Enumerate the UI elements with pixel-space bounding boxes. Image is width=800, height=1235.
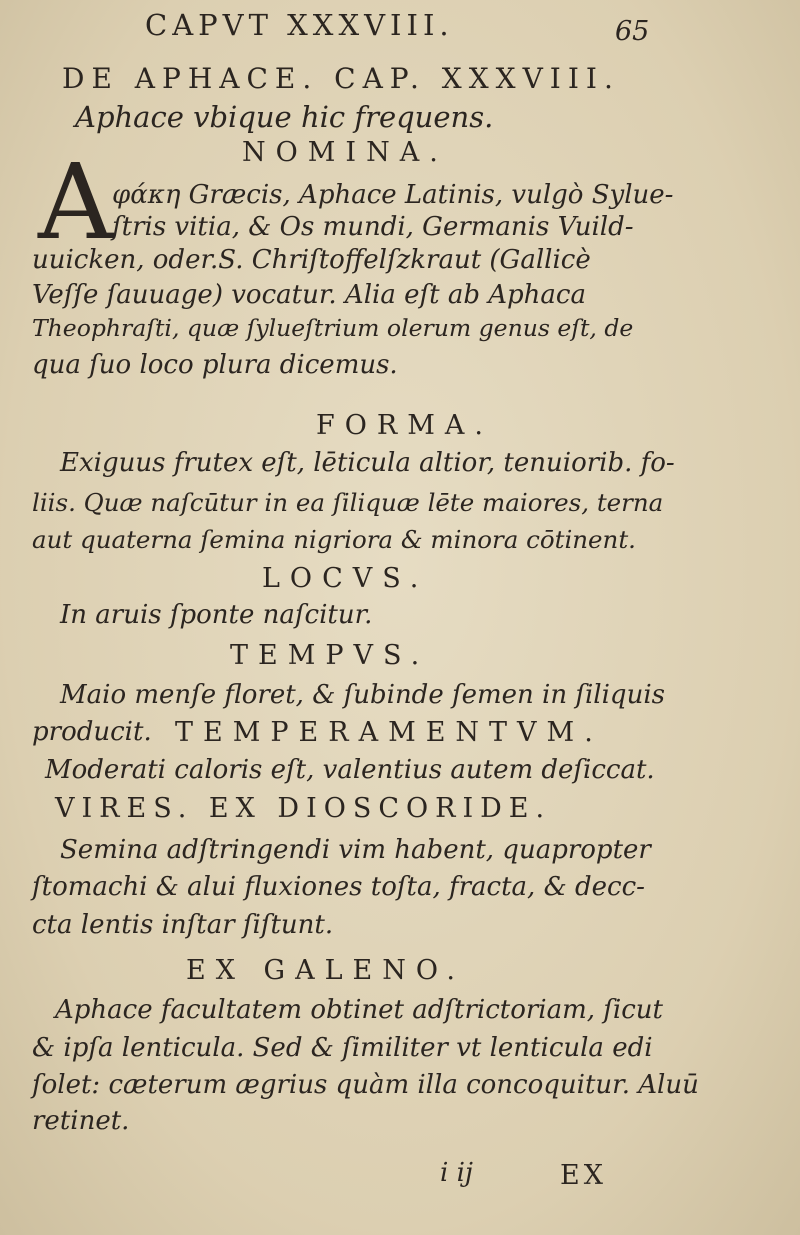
chapter-title: DE APHACE. CAP. XXXVIII. bbox=[62, 62, 620, 95]
text-line: Moderati caloris eſt, valentius autem deſiccat. bbox=[45, 755, 655, 785]
section-heading-forma: FORMA. bbox=[316, 410, 493, 441]
signature-mark: i ij bbox=[440, 1158, 473, 1188]
text-line: & ipſa lenticula. Sed & ſimiliter vt lenticula edi bbox=[32, 1033, 653, 1063]
text-line: Veſſe ſauuage) vocatur. Alia eſt ab Aphaca bbox=[32, 280, 586, 310]
text-line: φάκη Græcis, Aphace Latinis, vulgò Sylue- bbox=[112, 180, 674, 210]
text-line: retinet. bbox=[32, 1106, 130, 1136]
text-line: ſtomachi & alui fluxiones toſta, fracta, & decc- bbox=[32, 872, 645, 902]
text-line: Aphace facultatem obtinet adſtrictoriam, ſicut bbox=[55, 995, 663, 1025]
folio-number: 65 bbox=[615, 16, 650, 47]
text-line: cta lentis inſtar ſiſtunt. bbox=[32, 910, 334, 940]
drop-cap: A bbox=[38, 141, 114, 263]
section-heading-temperamentum: TEMPERAMENTVM. bbox=[175, 717, 603, 748]
text-line: Semina adſtringendi vim habent, quapropter bbox=[60, 835, 651, 865]
catchword: EX bbox=[560, 1160, 607, 1191]
section-heading-nomina: NOMINA. bbox=[242, 137, 448, 168]
text-line: Maio menſe floret, & ſubinde ſemen in ſiliquis bbox=[60, 680, 665, 710]
section-heading-vires: VIRES. EX DIOSCORIDE. bbox=[55, 793, 552, 824]
section-heading-tempus: TEMPVS. bbox=[230, 640, 430, 671]
text-line: liis. Quæ naſcūtur in ea ſiliquæ lēte maiores, terna bbox=[32, 488, 664, 517]
section-heading-locus: LOCVS. bbox=[262, 563, 429, 594]
text-line: ſolet: cæterum ægrius quàm illa concoquitur. Aluū bbox=[32, 1070, 699, 1100]
text-line: aut quaterna ſemina nigriora & minora cōtinent. bbox=[32, 525, 636, 554]
text-line: uuicken, oder.S. Chriſtoffelſzkraut (Gallicè bbox=[32, 245, 591, 275]
text-line: qua ſuo loco plura dicemus. bbox=[32, 350, 398, 380]
text-line: Theophraſti, quæ ſylueſtrium olerum genus eſt, de bbox=[32, 314, 634, 342]
chapter-subtitle: Aphace vbique hic frequens. bbox=[75, 100, 494, 134]
text-line: ſtris vitia, & Os mundi, Germanis Vuild- bbox=[112, 212, 634, 242]
running-head: CAPVT XXXVIII. bbox=[145, 8, 454, 42]
text-line: producit. bbox=[32, 717, 152, 747]
text-line: In aruis ſponte naſcitur. bbox=[60, 600, 373, 630]
section-heading-galeno: EX GALENO. bbox=[186, 955, 465, 986]
text-line: Exiguus frutex eſt, lēticula altior, tenuiorib. fo- bbox=[60, 448, 675, 478]
